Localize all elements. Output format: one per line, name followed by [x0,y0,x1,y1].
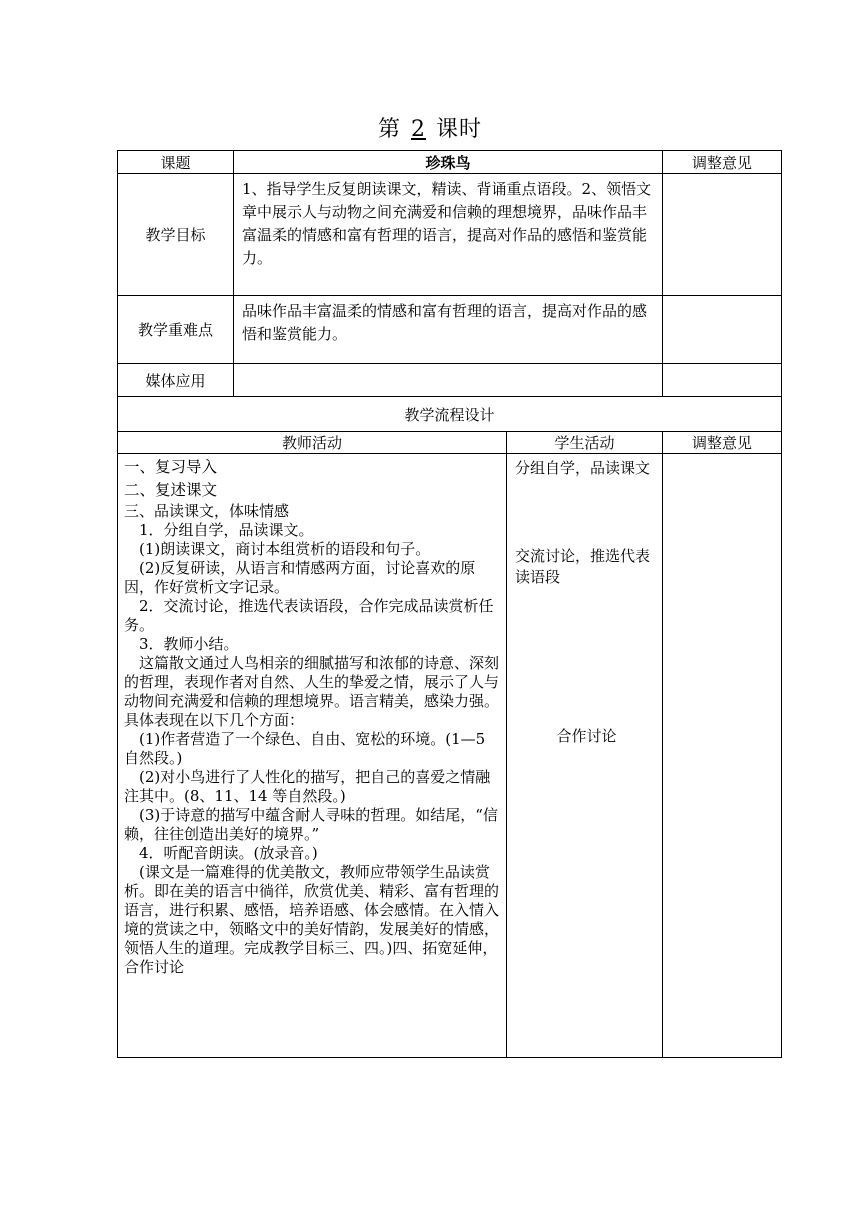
flow-content-row [118,454,782,1058]
flow-header-row [118,432,782,454]
goals-text: 1、指导学生反复朗读课文，精读、背诵重点语段。2、领悟文章中展示人与动物之间充满爱和信赖的理想境界，品味作品丰富温柔的情感和富有哲理的语言，提高对作品的感悟和鉴赏能力。 [234,174,663,296]
key-points-row [118,296,782,364]
student-line: 交流讨论，推选代表读语段 [515,547,651,586]
teacher-activities [118,454,507,1058]
student-activities [507,454,663,1058]
teacher-line: (3)于诗意的描写中蕴含耐人寻味的哲理。如结尾，“信赖，往往创造出美好的境界。” [124,806,498,843]
key-points-adjust [663,296,782,364]
title-suffix: 课时 [436,117,483,142]
teacher-line: (课文是一篇难得的优美散文，教师应带领学生品读赏析。即在美的语言中徜徉，欣赏优美、精彩、富有哲理的语言，进行积累、感悟，培养语感、体会感情。在入情入境的赏读之中，领略文中的美好情韵，发展美好的情感，领悟人生的道理。完成教学目标三、四。)四、拓宽延伸，合作讨论 [124,863,500,976]
media-adjust [663,364,782,397]
teacher-line: 三、品读课文，体味情感 [124,502,290,520]
flow-title-row [118,397,782,432]
teacher-line: (2)反复研读，从语言和情感两方面，讨论喜欢的原因，作好赏析文字记录。 [124,559,476,596]
topic-value: 珍珠鸟 [234,151,663,174]
teacher-line: 2．交流讨论，推选代表读语段，合作完成品读赏析任务。 [124,597,494,634]
teacher-line: (2)对小鸟进行了人性化的描写，把自己的喜爱之情融注其中。(8、11、14 等自然段。) [124,768,491,805]
media-row [118,364,782,397]
goals-label: 教学目标 [118,174,234,296]
media-label: 媒体应用 [118,364,234,397]
lesson-plan-table [117,150,782,1058]
student-line: 分组自学，品读课文 [515,459,651,477]
teacher-line: 3．教师小结。 [139,635,239,653]
key-points-label: 教学重难点 [118,296,234,364]
goals-row [118,174,782,296]
teacher-line: 这篇散文通过人鸟相亲的细腻描写和浓郁的诗意、深刻的哲理，表现作者对自然、人生的挚爱之情，展示了人与动物间充满爱和信赖的理想境界。语言精美，感染力强。具体表现在以下几个方面： [124,654,500,729]
teacher-line: 一、复习导入 [124,458,218,476]
title-prefix: 第 [377,117,401,142]
teacher-line: 二、复述课文 [124,481,218,499]
key-points-text: 品味作品丰富温柔的情感和富有哲理的语言，提高对作品的感悟和鉴赏能力。 [234,296,663,364]
topic-row [118,151,782,174]
adjust-label-top: 调整意见 [663,151,782,174]
flow-adjust [663,454,782,1058]
adjust-header: 调整意见 [663,432,782,454]
teacher-line: 4．听配音朗读。(放录音。) [139,844,318,862]
page-title [0,112,860,143]
teacher-line: (1)作者营造了一个绿色、自由、宽松的环境。(1—5 自然段。) [124,730,486,767]
student-line: 合作讨论 [556,727,617,745]
student-activity-header: 学生活动 [507,432,663,454]
flow-title: 教学流程设计 [118,397,782,432]
topic-label: 课题 [118,151,234,174]
teacher-line: (1)朗读课文，商讨本组赏析的语段和句子。 [139,540,431,558]
goals-adjust [663,174,782,296]
teacher-line: 1．分组自学，品读课文。 [139,521,314,539]
teacher-activity-header: 教师活动 [118,432,507,454]
lesson-number: 2 [411,117,426,142]
media-value [234,364,663,397]
